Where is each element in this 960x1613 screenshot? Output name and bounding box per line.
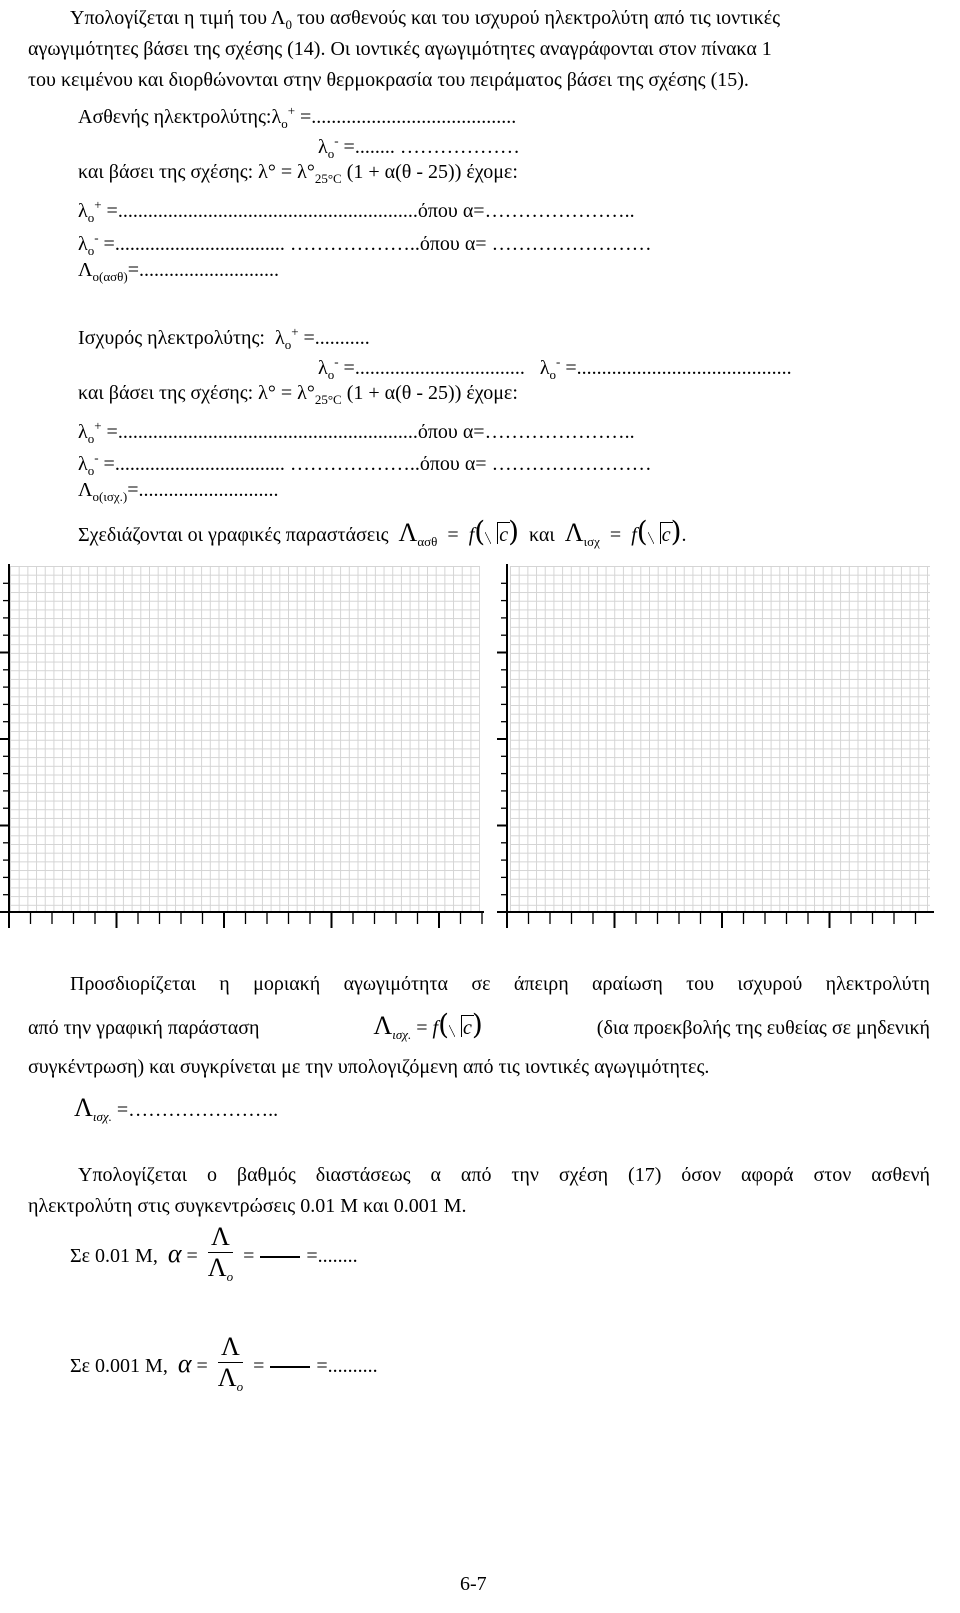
weak-plus-corrected: $\lambda_o^+ =............................................................ό\pi o\upsilon$ α=………………….. [78, 197, 635, 225]
strong-lambda0: $\Lambda_{o(\iota\sigma\chi.)}=$............................ [78, 479, 279, 504]
weak-lambda0: $\Lambda_{o(\alpha\sigma\theta)}=$............................ [78, 259, 280, 284]
weak-lminus-line: $\lambda_o^-$ =........ ……………… [318, 133, 520, 161]
intro-line-3: του κειμένου και διορθώνονται στην θερμοκρασία του πειράματος βάσει της σχέσης (15). [28, 69, 749, 91]
weak-relation: και βάσει της σχέσης: $\lambda^\circ = \lambda^\circ_{25^\circ C}$ (1 + α(θ - 25)) έχομε: [78, 161, 518, 186]
weak-minus-corrected: $\lambda_o^-$ =.................................. ………………..όπου α= …………………… [78, 230, 652, 258]
extrap-line-2: από την γραφική παράσταση $\Lambda_{\iota\sigma\chi.} = f$( c) (δια προεκβολής της ευθείας σε μηδενική [28, 1008, 930, 1052]
extrap-line-1: Προσδιορίζεται η μοριακή αγωγιμότητα σε άπειρη αραίωση του ισχυρού ηλεκτρολύτη [70, 973, 930, 995]
extrap-result: $\Lambda_{\iota\sigma\chi.}$ =………………….. [74, 1093, 279, 1124]
intro-line-1: Υπολογίζεται η τιμή του $\Lambda_0$ του ασθενούς και του ισχυρού ηλεκτρολύτη από τις ιοντικές [70, 7, 781, 32]
diss-line-1: Υπολογίζεται ο βαθμός διαστάσεως α από την σχέση (17) όσον αφορά στον ασθενή [78, 1164, 930, 1186]
plots-sentence: Σχεδιάζονται οι γραφικές παραστάσεις $\Lambda_{\alpha\sigma\theta} = f$( c) και $\Lambda_{\iota\sigma\chi} = f$( c). [78, 515, 687, 559]
diss-line-2: ηλεκτρολύτη στις συγκεντρώσεις 0.01 M και 0.001 M. [28, 1195, 467, 1217]
strong-lminus-line: $\lambda_o^-$ =.................................. $\lambda_o^-$ =........................................... [318, 354, 792, 382]
weak-lplus-line: Ασθενής $\eta\lambda\varepsilon\kappa\tau\rho o\lambda ύ\tau\eta\varsigma:\lambda_o^+$ =......................................... [78, 103, 517, 131]
page-number: 6-7 [460, 1573, 487, 1595]
diss-case-2: Σε 0.001 M, α = $\frac{\Lambda}{\Lambda_o}$ = =.......... [70, 1332, 378, 1395]
diss-case-1: Σε 0.01 M, α = $\frac{\Lambda}{\Lambda_o}$ = =........ [70, 1222, 358, 1285]
extrap-line-3: συγκέντρωση) και συγκρίνεται με την υπολογιζόμενη από τις ιοντικές αγωγιμότητες. [28, 1056, 710, 1078]
graph-strong-ticks [494, 560, 940, 940]
strong-minus-corrected: $\lambda_o^-$ =.................................. ………………..όπου α= …………………… [78, 450, 652, 478]
intro-line-2: αγωγιμότητες βάσει της σχέσης (14). Οι ιοντικές αγωγιμότητες αναγράφονται στον πίνακα 1 [28, 38, 772, 60]
strong-lplus-line: Ισχυρός ηλεκτρολύτης: $\lambda_o^+$ =........... [78, 324, 370, 352]
graph-weak-ticks [0, 560, 490, 940]
strong-relation: και βάσει της σχέσης: $\lambda^\circ = \lambda^\circ_{25^\circ C}$ (1 + α(θ - 25)) έχομε: [78, 382, 518, 407]
strong-plus-corrected: $\lambda_o^+ =............................................................ό\pi o\upsilon$ α=………………….. [78, 418, 635, 446]
